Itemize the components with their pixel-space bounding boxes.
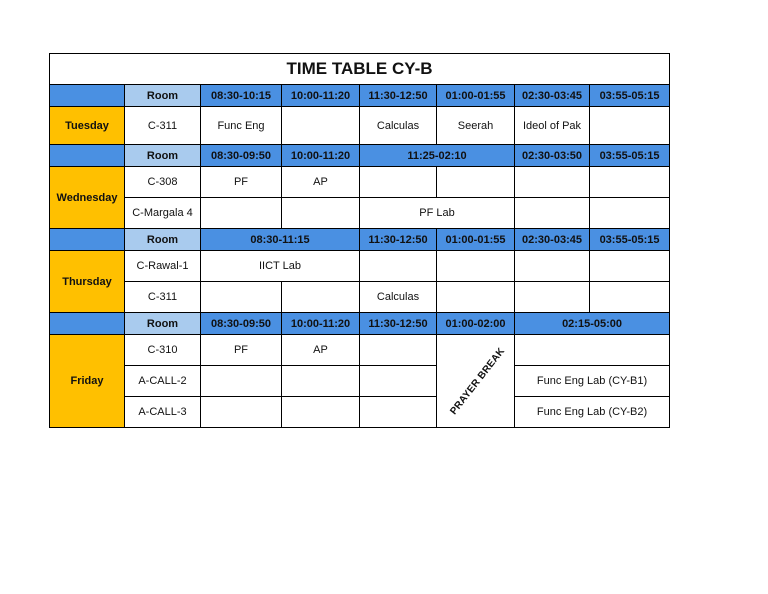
- slot-header: 10:00-11:20: [282, 85, 360, 107]
- slot-header: 01:00-01:55: [437, 229, 515, 251]
- page-title: TIME TABLE CY-B: [50, 54, 670, 85]
- table-row: [50, 397, 670, 428]
- room-cell: C-310: [125, 335, 201, 366]
- class-cell: [360, 167, 437, 198]
- class-cell: Calculas: [360, 107, 437, 145]
- class-cell: [515, 251, 590, 282]
- room-cell: C-Rawal-1: [125, 251, 201, 282]
- room-cell: A-CALL-3: [125, 397, 201, 428]
- day-thursday: Thursday: [50, 251, 125, 313]
- room-cell: C-Margala 4: [125, 198, 201, 229]
- class-cell: PF: [201, 167, 282, 198]
- room-cell: C-311: [125, 107, 201, 145]
- table-row: [50, 366, 670, 397]
- class-cell: [360, 251, 437, 282]
- class-cell: [515, 282, 590, 313]
- class-cell: AP: [282, 335, 360, 366]
- timetable: [49, 53, 670, 428]
- blank-header-cell: [50, 313, 125, 335]
- table-row: [50, 251, 670, 282]
- class-cell: [360, 397, 437, 428]
- class-cell: [590, 107, 670, 145]
- blank-header-cell: [50, 85, 125, 107]
- class-cell: Func Eng Lab (CY-B1): [515, 366, 670, 397]
- slot-header: 02:30-03:50: [515, 145, 590, 167]
- class-cell: Calculas: [360, 282, 437, 313]
- class-cell: Seerah: [437, 107, 515, 145]
- class-cell: [590, 198, 670, 229]
- slot-header: 11:30-12:50: [360, 313, 437, 335]
- class-cell: PF Lab: [360, 198, 515, 229]
- class-cell: [360, 366, 437, 397]
- table-row: [50, 198, 670, 229]
- class-cell: [515, 198, 590, 229]
- room-cell: C-308: [125, 167, 201, 198]
- class-cell: [437, 251, 515, 282]
- slot-header: 11:25-02:10: [360, 145, 515, 167]
- friday-header-row: [50, 313, 670, 335]
- slot-header: 08:30-09:50: [201, 145, 282, 167]
- day-tuesday: Tuesday: [50, 107, 125, 145]
- room-cell: A-CALL-2: [125, 366, 201, 397]
- slot-header: 08:30-11:15: [201, 229, 360, 251]
- class-cell: [515, 167, 590, 198]
- slot-header: 11:30-12:50: [360, 85, 437, 107]
- room-header: Room: [125, 229, 201, 251]
- prayer-break-cell: [437, 335, 515, 428]
- class-cell: [282, 107, 360, 145]
- slot-header: 02:30-03:45: [515, 229, 590, 251]
- room-cell: C-311: [125, 282, 201, 313]
- class-cell: [201, 397, 282, 428]
- prayer-break-label: PRAYER BREAK: [448, 346, 508, 417]
- class-cell: [590, 282, 670, 313]
- class-cell: Func Eng Lab (CY-B2): [515, 397, 670, 428]
- wednesday-header-row: [50, 145, 670, 167]
- slot-header: 01:00-02:00: [437, 313, 515, 335]
- class-cell: [437, 282, 515, 313]
- class-cell: [590, 251, 670, 282]
- class-cell: [360, 335, 437, 366]
- blank-header-cell: [50, 145, 125, 167]
- class-cell: [515, 335, 670, 366]
- slot-header: 08:30-10:15: [201, 85, 282, 107]
- table-row: [50, 335, 670, 366]
- class-cell: [437, 167, 515, 198]
- slot-header: 03:55-05:15: [590, 85, 670, 107]
- class-cell: [201, 366, 282, 397]
- class-cell: [201, 282, 282, 313]
- slot-header: 03:55-05:15: [590, 229, 670, 251]
- table-row: [50, 282, 670, 313]
- class-cell: AP: [282, 167, 360, 198]
- room-header: Room: [125, 313, 201, 335]
- class-cell: [201, 198, 282, 229]
- blank-header-cell: [50, 229, 125, 251]
- slot-header: 02:30-03:45: [515, 85, 590, 107]
- room-header: Room: [125, 85, 201, 107]
- class-cell: Func Eng: [201, 107, 282, 145]
- class-cell: PF: [201, 335, 282, 366]
- class-cell: Ideol of Pak: [515, 107, 590, 145]
- slot-header: 03:55-05:15: [590, 145, 670, 167]
- class-cell: [282, 366, 360, 397]
- slot-header: 11:30-12:50: [360, 229, 437, 251]
- class-cell: IICT Lab: [201, 251, 360, 282]
- class-cell: [282, 282, 360, 313]
- slot-header: 10:00-11:20: [282, 313, 360, 335]
- day-friday: Friday: [50, 335, 125, 428]
- class-cell: [590, 167, 670, 198]
- tuesday-header-row: [50, 85, 670, 107]
- class-cell: [282, 198, 360, 229]
- slot-header: 02:15-05:00: [515, 313, 670, 335]
- table-row: [50, 167, 670, 198]
- slot-header: 08:30-09:50: [201, 313, 282, 335]
- slot-header: 10:00-11:20: [282, 145, 360, 167]
- thursday-header-row: [50, 229, 670, 251]
- class-cell: [282, 397, 360, 428]
- day-wednesday: Wednesday: [50, 167, 125, 229]
- room-header: Room: [125, 145, 201, 167]
- slot-header: 01:00-01:55: [437, 85, 515, 107]
- table-row: [50, 107, 670, 145]
